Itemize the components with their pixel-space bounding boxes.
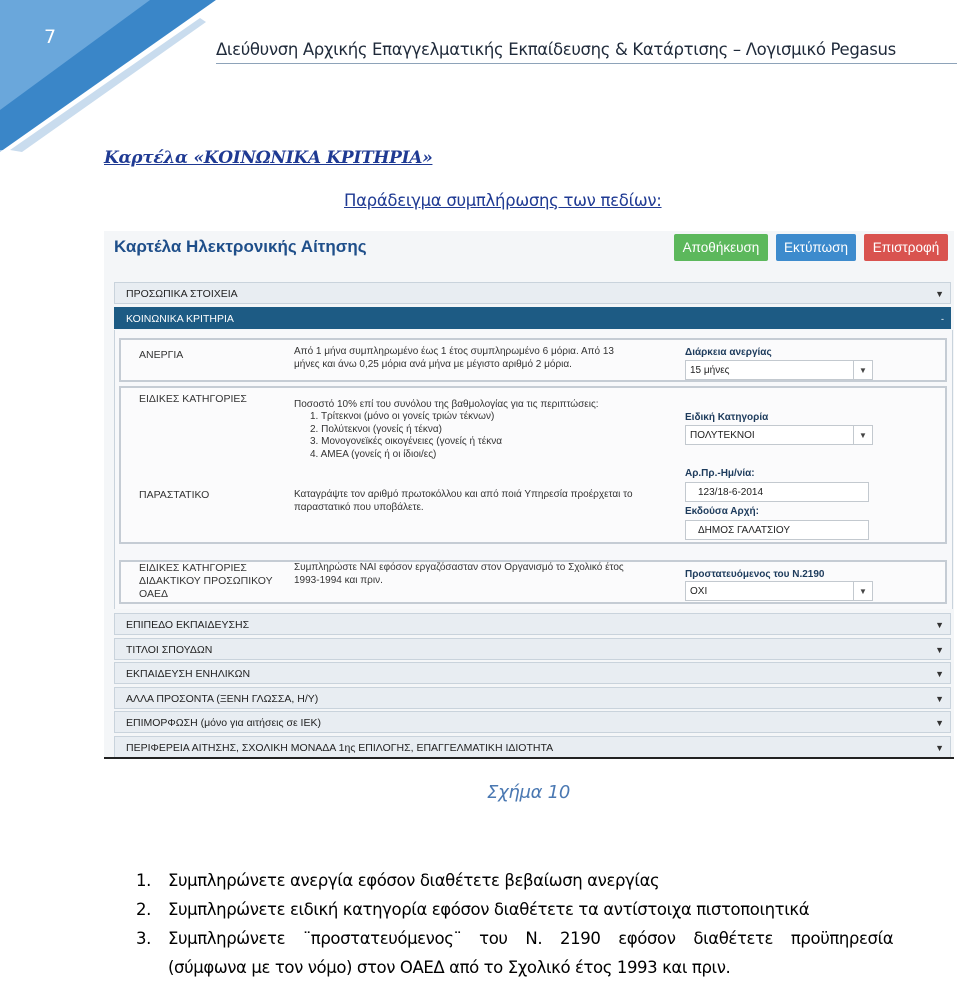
chevron-down-icon: ▼ — [853, 426, 872, 444]
chevron-down-icon: ▼ — [935, 645, 944, 655]
list-item: 1. Τρίτεκνοι (μόνο οι γονείς τριών τέκνων) — [310, 411, 495, 422]
accordion-degrees[interactable] — [114, 638, 951, 660]
chevron-down-icon: ▼ — [935, 743, 944, 753]
header-divider — [216, 63, 957, 64]
special-category-select[interactable]: ΠΟΛΥΤΕΚΝΟΙ ▼ — [685, 425, 873, 445]
accordion-training[interactable] — [114, 711, 951, 733]
list-item: 3. Μονογονεϊκές οικογένειες (γονείς ή τέκνα — [310, 436, 502, 447]
page-corner-decoration — [0, 0, 216, 152]
teaching-staff-description: Συμπληρώστε ΝΑΙ εφόσον εργαζόσασταν στον Οργανισμό το Σχολικό έτος 1993-1994 και πριν. — [294, 562, 624, 586]
accordion-label: ΤΙΤΛΟΙ ΣΠΟΥΔΩΝ — [126, 644, 213, 656]
accordion-label: ΠΕΡΙΦΕΡΕΙΑ ΑΙΤΗΣΗΣ, ΣΧΟΛΙΚΗ ΜΟΝΑΔΑ 1ης ΕΠΙΛΟΓΗΣ, ΕΠΑΓΓΕΛΜΑΤΙΚΗ ΙΔΙΟΤΗΤΑ — [126, 742, 554, 754]
accordion-label: ΠΡΟΣΩΠΙΚΑ ΣΤΟΙΧΕΙΑ — [126, 288, 238, 300]
page-number: 7 — [44, 26, 57, 48]
chevron-down-icon: ▼ — [935, 620, 944, 630]
accordion-education-level[interactable] — [114, 613, 951, 635]
save-button[interactable]: Αποθήκευση — [674, 234, 768, 261]
teaching-staff-label: ΕΙΔΙΚΕΣ ΚΑΤΗΓΟΡΙΕΣ ΔΙΔΑΚΤΙΚΟΥ ΠΡΟΣΩΠΙΚΟΥ ΟΑΕΔ — [139, 562, 273, 600]
protocol-number-label: Αρ.Πρ.-Ημ/νία: — [685, 468, 755, 479]
form-title: Καρτέλα Ηλεκτρονικής Αίτησης — [114, 237, 367, 256]
accordion-label: ΕΠΙΠΕΔΟ ΕΚΠΑΙΔΕΥΣΗΣ — [126, 619, 250, 631]
back-button[interactable]: Επιστροφή — [864, 234, 948, 261]
example-title: Παράδειγμα συμπλήρωσης των πεδίων: — [344, 191, 662, 210]
accordion-label: ΕΚΠΑΙΔΕΥΣΗ ΕΝΗΛΙΚΩΝ — [126, 668, 251, 680]
document-description: Καταγράψτε τον αριθμό πρωτοκόλλου και από ποιά Υπηρεσία προέρχεται το παραστατικό που υποβάλετε. — [294, 489, 633, 513]
special-categories-label: ΕΙΔΙΚΕΣ ΚΑΤΗΓΟΡΙΕΣ — [139, 393, 247, 405]
collapse-icon: - — [941, 314, 944, 324]
special-categories-description: Ποσοστό 10% επί του συνόλου της βαθμολογίας για τις περιπτώσεις: — [294, 399, 599, 410]
issuing-authority-label: Εκδούσα Αρχή: — [685, 506, 759, 517]
issuing-authority-input[interactable]: ΔΗΜΟΣ ΓΑΛΑΤΣΙΟΥ — [685, 520, 869, 540]
special-category-label: Ειδική Κατηγορία — [685, 412, 769, 423]
accordion-label: ΕΠΙΜΟΡΦΩΣΗ (μόνο για αιτήσεις σε ΙΕΚ) — [126, 717, 321, 729]
protected-law-select[interactable]: ΟΧΙ ▼ — [685, 581, 873, 601]
chevron-down-icon: ▼ — [935, 694, 944, 704]
unemployment-description: Από 1 μήνα συμπληρωμένο έως 1 έτος συμπληρωμένο 6 μόρια. Από 13 μήνες και άνω 0,25 μόρια ανά μήνα με μέγιστο αριθμό 2 μόρια. — [294, 346, 614, 370]
accordion-adult-education[interactable] — [114, 662, 951, 684]
chevron-down-icon: ▼ — [935, 718, 944, 728]
figure-caption: Σχήμα 10 — [487, 782, 570, 803]
accordion-region-school[interactable] — [114, 736, 951, 757]
list-item: 4. ΑΜΕΑ (γονείς ή οι ίδιοι/ες) — [310, 448, 437, 460]
accordion-label: ΚΟΙΝΩΝΙΚΑ ΚΡΙΤΗΡΙΑ — [126, 313, 234, 325]
list-item: 2. Πολύτεκνοι (γονείς ή τέκνα) — [310, 423, 442, 435]
social-criteria-panel — [114, 330, 953, 609]
unemployment-duration-label: Διάρκεια ανεργίας — [685, 347, 772, 358]
accordion-other-qualifications[interactable] — [114, 687, 951, 709]
screenshot-border — [104, 757, 954, 759]
section-title: Καρτέλα «ΚΟΙΝΩΝΙΚΑ ΚΡΙΤΗΡΙΑ» — [104, 148, 433, 168]
chevron-down-icon: ▼ — [853, 582, 872, 600]
accordion-personal-details[interactable] — [114, 282, 951, 304]
page-header: Διεύθυνση Αρχικής Επαγγελματικής Εκπαίδευσης & Κατάρτισης – Λογισμικό Pegasus — [216, 40, 896, 59]
protocol-number-input[interactable]: 123/18-6-2014 — [685, 482, 869, 502]
unemployment-label: ΑΝΕΡΓΙΑ — [139, 349, 184, 361]
document-label: ΠΑΡΑΣΤΑΤΙΚΟ — [139, 489, 210, 501]
unemployment-duration-select[interactable]: 15 μήνες ▼ — [685, 360, 873, 380]
accordion-social-criteria[interactable] — [114, 307, 951, 329]
chevron-down-icon: ▼ — [935, 669, 944, 679]
application-form-screenshot — [104, 231, 954, 757]
accordion-label: ΑΛΛΑ ΠΡΟΣΟΝΤΑ (ΞΕΝΗ ΓΛΩΣΣΑ, Η/Υ) — [126, 693, 319, 705]
chevron-down-icon: ▼ — [935, 289, 944, 299]
chevron-down-icon: ▼ — [853, 361, 872, 379]
print-button[interactable]: Εκτύπωση — [776, 234, 856, 261]
special-categories-list — [310, 411, 502, 461]
protected-law-label: Προστατευόμενος του Ν.2190 — [685, 569, 825, 580]
